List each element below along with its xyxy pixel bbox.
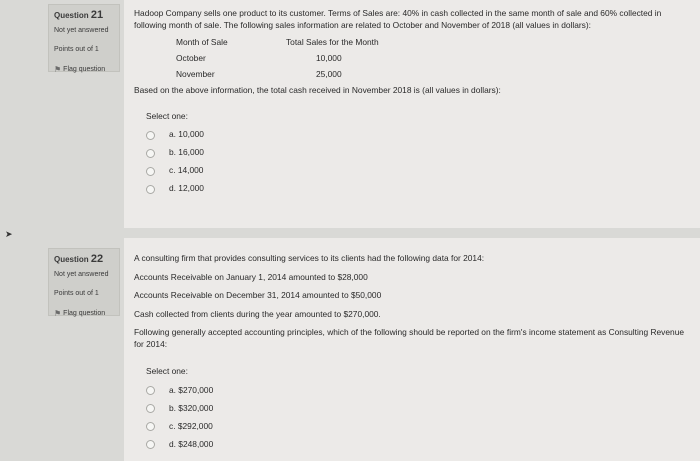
table-row: November 25,000 <box>176 69 342 80</box>
question-prompt: Based on the above information, the total cash received in November 2018 is (all values in dollars): <box>134 85 501 95</box>
question-text: Hadoop Company sells one product to its customer. Terms of Sales are: 40% in cash collected in the same month of sale and 60% collected in following month of sale. The following sales information are related to October and November of 2018 (all values in dollars): <box>134 8 662 30</box>
table-header: Month of Sale Total Sales for the Month <box>176 37 379 48</box>
question-paragraph: Accounts Receivable on January 1, 2014 amounted to $28,000 <box>134 271 368 282</box>
select-one-label: Select one: <box>146 110 188 121</box>
radio-button[interactable] <box>146 185 155 194</box>
answer-option-a[interactable]: a. 10,000 <box>146 126 690 144</box>
radio-button[interactable] <box>146 422 155 431</box>
answer-option-c[interactable]: c. $292,000 <box>146 418 690 436</box>
question-paragraph: Accounts Receivable on December 31, 2014 amounted to $50,000 <box>134 290 382 300</box>
radio-button[interactable] <box>146 440 155 449</box>
answer-options <box>146 126 690 198</box>
answer-option-d[interactable]: d. 12,000 <box>146 180 690 198</box>
flag-question-label: Flag question <box>63 66 106 73</box>
question-content <box>124 0 700 228</box>
sales-table <box>176 35 386 83</box>
answer-option-d[interactable]: d. $248,000 <box>146 436 690 454</box>
question-prompt: Following generally accepted accounting principles, which of the following should be reported on the firm's income statement as Consulting Revenue for 2014: <box>134 327 685 349</box>
radio-button[interactable] <box>146 167 155 176</box>
question-21 <box>0 0 700 228</box>
question-points: Points out of 1 <box>54 290 99 297</box>
table-row: October 10,000 <box>176 53 342 64</box>
radio-button[interactable] <box>146 149 155 158</box>
question-number: 21 <box>90 9 104 21</box>
question-paragraph: A consulting firm that provides consulting services to its clients had the following data for 2014: <box>134 253 485 263</box>
question-22 <box>0 238 700 461</box>
question-status: Not yet answered <box>54 27 109 34</box>
radio-button[interactable] <box>146 404 155 413</box>
answer-option-a[interactable]: a. $270,000 <box>146 382 690 400</box>
select-one-label: Select one: <box>146 366 188 376</box>
question-number: 22 <box>90 253 104 265</box>
flag-question-link[interactable] <box>54 65 105 74</box>
question-info <box>48 248 120 316</box>
flag-question-link[interactable] <box>54 309 105 318</box>
answer-option-b[interactable]: b. 16,000 <box>146 144 690 162</box>
question-status: Not yet answered <box>54 271 109 278</box>
flag-icon: ⚑ <box>54 309 62 318</box>
question-paragraph: Cash collected from clients during the year amounted to $270,000. <box>134 308 381 319</box>
answer-options <box>146 382 690 454</box>
question-title: Question 21 <box>54 9 104 21</box>
radio-button[interactable] <box>146 131 155 140</box>
mouse-cursor-icon: ➤ <box>5 229 13 239</box>
answer-option-c[interactable]: c. 14,000 <box>146 162 690 180</box>
flag-icon: ⚑ <box>54 65 62 74</box>
flag-question-label: Flag question <box>63 310 106 317</box>
question-points: Points out of 1 <box>54 46 99 53</box>
radio-button[interactable] <box>146 386 155 395</box>
answer-option-b[interactable]: b. $320,000 <box>146 400 690 418</box>
question-content <box>124 238 700 461</box>
question-title: Question 22 <box>54 253 104 265</box>
question-info <box>48 4 120 72</box>
